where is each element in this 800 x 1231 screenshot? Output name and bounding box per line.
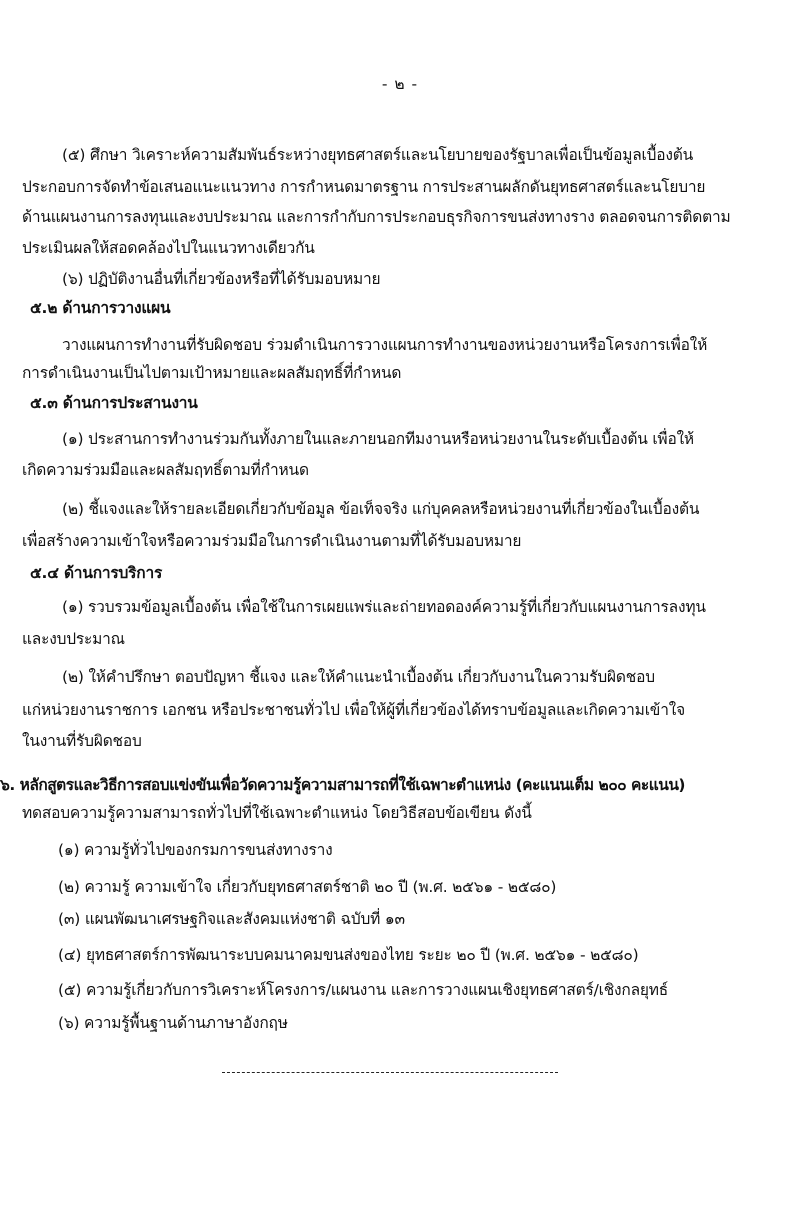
section-5-3-heading: ๕.๓ ด้านการประสานงาน xyxy=(30,394,198,412)
section-6-item-5: (๕) ความรู้เกี่ยวกับการวิเคราะห์โครงการ/แผนงาน และการวางแผนเชิงยุทธศาสตร์/เชิงกลยุทธ์ xyxy=(58,981,669,999)
section-5-2-line-2: การดำเนินงานเป็นไปตามเป้าหมายและผลสัมฤทธิ์ที่กำหนด xyxy=(22,364,402,382)
section-6-item-2: (๒) ความรู้ ความเข้าใจ เกี่ยวกับยุทธศาสตร์ชาติ ๒๐ ปี (พ.ศ. ๒๕๖๑ - ๒๕๘๐) xyxy=(58,878,557,896)
section-5-3-item-1-line-1: (๑) ประสานการทำงานร่วมกันทั้งภายในและภายนอกทีมงานหรือหน่วยงานในระดับเบื้องต้น เพื่อให้ xyxy=(62,430,694,448)
section-5-3-item-2-line-2: เพื่อสร้างความเข้าใจหรือความร่วมมือในการดำเนินงานตามที่ได้รับมอบหมาย xyxy=(22,532,522,550)
section-5-3-item-2-line-1: (๒) ชี้แจงและให้รายละเอียดเกี่ยวกับข้อมูล ข้อเท็จจริง แก่บุคคลหรือหน่วยงานที่เกี่ยวข้องในเบื้องต้น xyxy=(62,500,700,518)
section-5-4-heading: ๕.๔ ด้านการบริการ xyxy=(30,564,163,582)
section-6-item-6: (๖) ความรู้พื้นฐานด้านภาษาอังกฤษ xyxy=(58,1014,288,1032)
section-6-item-4: (๔) ยุทธศาสตร์การพัฒนาระบบคมนาคมขนส่งของไทย ระยะ ๒๐ ปี (พ.ศ. ๒๕๖๑ - ๒๕๘๐) xyxy=(58,946,639,964)
section-5-2-line-1: วางแผนการทำงานที่รับผิดชอบ ร่วมดำเนินการวางแผนการทำงานของหน่วยงานหรือโครงการเพื่อให้ xyxy=(62,336,708,354)
section-5-4-item-2-line-3: ในงานที่รับผิดชอบ xyxy=(22,732,142,750)
section-5-2-heading: ๕.๒ ด้านการวางแผน xyxy=(30,299,171,317)
item-6-line: (๖) ปฏิบัติงานอื่นที่เกี่ยวข้องหรือที่ได้รับมอบหมาย xyxy=(62,270,381,288)
item-5-line-2: ประกอบการจัดทำข้อเสนอแนะแนวทาง การกำหนดมาตรฐาน การประสานผลักดันยุทธศาสตร์และนโยบาย xyxy=(22,178,706,196)
section-5-4-item-1-line-1: (๑) รวบรวมข้อมูลเบื้องต้น เพื่อใช้ในการเผยแพร่และถ่ายทอดองค์ความรู้ที่เกี่ยวกับแผนงานการลงทุน xyxy=(62,598,706,616)
section-5-4-item-1-line-2: และงบประมาณ xyxy=(22,630,125,648)
section-5-3-item-1-line-2: เกิดความร่วมมือและผลสัมฤทธิ์ตามที่กำหนด xyxy=(22,461,309,479)
section-6-item-1: (๑) ความรู้ทั่วไปของกรมการขนส่งทางราง xyxy=(58,841,333,859)
item-5-line-1: (๕) ศึกษา วิเคราะห์ความสัมพันธ์ระหว่างยุทธศาสตร์และนโยบายของรัฐบาลเพื่อเป็นข้อมูลเบื้องต้น xyxy=(62,146,693,164)
section-5-4-item-2-line-2: แก่หน่วยงานราชการ เอกชน หรือประชาชนทั่วไป เพื่อให้ผู้ที่เกี่ยวข้องได้ทราบข้อมูลและเกิดความเข้าใจ xyxy=(22,701,685,719)
section-6-heading: ๖. หลักสูตรและวิธีการสอบแข่งขันเพื่อวัดความรู้ความสามารถที่ใช้เฉพาะตำแหน่ง (คะแนนเต็ม ๒๐๐ คะแนน) xyxy=(0,776,685,794)
item-5-line-3: ด้านแผนงานการลงทุนและงบประมาณ และการกำกับการประกอบธุรกิจการขนส่งทางราง ตลอดจนการติดตาม xyxy=(22,208,731,226)
section-5-4-item-2-line-1: (๒) ให้คำปรึกษา ตอบปัญหา ชี้แจง และให้คำแนะนำเบื้องต้น เกี่ยวกับงานในความรับผิดชอบ xyxy=(62,668,655,686)
end-divider xyxy=(222,1072,558,1073)
page-number: - ๒ - xyxy=(381,75,419,93)
item-5-line-4: ประเมินผลให้สอดคล้องไปในแนวทางเดียวกัน xyxy=(22,239,315,257)
section-6-item-3: (๓) แผนพัฒนาเศรษฐกิจและสังคมแห่งชาติ ฉบับที่ ๑๓ xyxy=(58,910,405,928)
section-6-intro: ทดสอบความรู้ความสามารถทั่วไปที่ใช้เฉพาะตำแหน่ง โดยวิธีสอบข้อเขียน ดังนี้ xyxy=(22,804,532,822)
